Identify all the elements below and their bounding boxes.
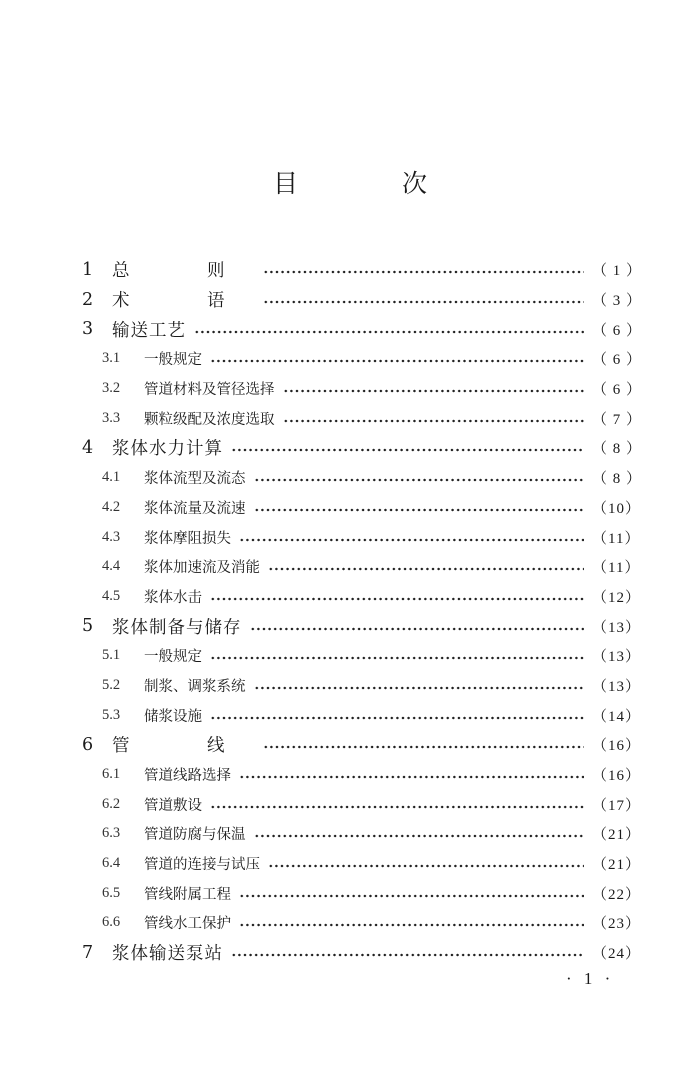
toc-section-row[interactable] — [82, 522, 640, 552]
toc-label: 管道防腐与保温 — [144, 827, 246, 844]
toc-number: 5.1 — [102, 647, 121, 664]
toc-section-row[interactable] — [82, 552, 640, 582]
page-title: 目 次 — [273, 169, 475, 198]
toc-label: 浆体水力计算 — [112, 439, 223, 460]
toc-section-row[interactable] — [82, 908, 640, 938]
toc-label: 管道线路选择 — [144, 768, 231, 785]
toc-label: 浆体流量及流速 — [144, 500, 246, 517]
toc-number: 7 — [82, 942, 94, 963]
toc-label: 管 线 — [112, 736, 255, 757]
dot-leader — [231, 447, 584, 453]
toc-section-row[interactable] — [82, 878, 640, 908]
dot-leader — [283, 418, 585, 424]
toc-label: 术 语 — [112, 291, 255, 312]
toc-number: 4 — [82, 437, 94, 458]
table-of-contents — [82, 255, 643, 968]
toc-label: 总 则 — [112, 261, 255, 282]
toc-page-number: （11） — [592, 560, 641, 577]
toc-number: 5 — [82, 616, 94, 637]
toc-number: 4.2 — [102, 498, 121, 515]
dot-leader — [268, 566, 584, 572]
toc-section-row[interactable] — [82, 671, 640, 701]
toc-page-number: （13） — [592, 649, 642, 666]
toc-label: 一般规定 — [144, 649, 202, 666]
toc-number: 6.3 — [102, 825, 121, 842]
toc-page-number: （ 1 ） — [592, 263, 643, 280]
toc-label: 管线水工保护 — [144, 916, 231, 933]
toc-number: 5.2 — [102, 676, 121, 693]
dot-leader — [239, 537, 584, 543]
toc-page-number: （ 6 ） — [592, 382, 643, 399]
toc-label: 浆体制备与储存 — [112, 617, 242, 638]
toc-section-row[interactable] — [82, 819, 640, 849]
toc-label: 管道的连接与试压 — [144, 857, 260, 874]
dot-leader — [254, 477, 585, 483]
toc-page-number: （ 6 ） — [592, 352, 643, 369]
toc-section-row[interactable] — [82, 493, 640, 523]
toc-label: 管道敷设 — [144, 797, 202, 814]
toc-number: 6.5 — [102, 884, 121, 901]
toc-section-row[interactable] — [82, 700, 640, 730]
toc-number: 6.6 — [102, 914, 121, 931]
toc-number: 6.1 — [102, 766, 121, 783]
dot-leader — [263, 299, 585, 305]
toc-number: 3 — [82, 319, 94, 340]
dot-leader — [263, 269, 585, 275]
dot-leader — [239, 893, 584, 899]
toc-chapter-row[interactable] — [82, 255, 643, 285]
dot-leader — [210, 715, 584, 721]
toc-page-number: （ 8 ） — [592, 441, 643, 458]
toc-page-number: （21） — [592, 857, 642, 874]
toc-number: 5.3 — [102, 706, 121, 723]
toc-number: 1 — [82, 259, 94, 280]
toc-number: 4.5 — [102, 587, 121, 604]
toc-page-number: （ 6 ） — [592, 322, 643, 339]
toc-label: 管道材料及管径选择 — [144, 382, 275, 399]
toc-label: 颗粒级配及浓度选取 — [144, 411, 275, 428]
toc-page-number: （ 3 ） — [592, 293, 643, 310]
dot-leader — [239, 774, 584, 780]
dot-leader — [239, 922, 584, 928]
toc-page-number: （24） — [592, 946, 642, 963]
toc-chapter-row[interactable] — [82, 285, 643, 315]
toc-page-number: （17） — [592, 797, 642, 814]
dot-leader — [250, 626, 585, 632]
toc-page-number: （16） — [592, 768, 642, 785]
toc-label: 浆体输送泵站 — [112, 944, 223, 965]
toc-page-number: （13） — [592, 678, 642, 695]
toc-label: 浆体流型及流态 — [144, 471, 246, 488]
toc-number: 2 — [82, 289, 94, 310]
footer-page-number: · 1 · — [566, 969, 615, 988]
dot-leader — [254, 507, 585, 513]
toc-section-row[interactable] — [82, 463, 643, 493]
toc-page-number: （ 7 ） — [592, 411, 643, 428]
dot-leader — [231, 952, 584, 958]
toc-section-row[interactable] — [82, 789, 640, 819]
toc-number: 3.2 — [102, 380, 121, 397]
toc-page-number: （23） — [592, 916, 642, 933]
toc-section-row[interactable] — [82, 374, 643, 404]
toc-chapter-row[interactable] — [82, 611, 640, 641]
toc-number: 6 — [82, 734, 94, 755]
dot-leader — [210, 596, 584, 602]
dot-leader — [283, 388, 585, 394]
toc-page-number: （22） — [592, 886, 642, 903]
toc-page-number: （11） — [592, 530, 641, 547]
toc-label: 浆体摩阻损失 — [144, 530, 231, 547]
toc-number: 6.2 — [102, 795, 121, 812]
toc-page-number: （12） — [592, 589, 642, 606]
toc-section-row[interactable] — [82, 582, 640, 612]
toc-section-row[interactable] — [82, 641, 640, 671]
dot-leader — [194, 329, 584, 335]
toc-label: 浆体水击 — [144, 589, 202, 606]
toc-page-number: （16） — [592, 738, 642, 755]
dot-leader — [263, 744, 585, 750]
toc-number: 4.1 — [102, 469, 121, 486]
toc-section-row[interactable] — [82, 344, 643, 374]
dot-leader — [210, 655, 584, 661]
toc-chapter-row[interactable] — [82, 730, 640, 760]
dot-leader — [210, 358, 584, 364]
toc-page-number: （ 8 ） — [592, 471, 643, 488]
toc-page-number: （13） — [592, 619, 642, 636]
toc-chapter-row[interactable] — [82, 433, 643, 463]
toc-section-row[interactable] — [82, 849, 640, 879]
toc-label: 制浆、调浆系统 — [144, 678, 246, 695]
toc-label: 储浆设施 — [144, 708, 202, 725]
toc-number: 3.1 — [102, 350, 121, 367]
dot-leader — [268, 863, 584, 869]
toc-page-number: （14） — [592, 708, 642, 725]
dot-leader — [210, 804, 584, 810]
toc-page-number: （10） — [592, 500, 642, 517]
toc-chapter-row[interactable] — [82, 314, 643, 344]
toc-label: 一般规定 — [144, 352, 202, 369]
dot-leader — [254, 833, 585, 839]
toc-label: 浆体加速流及消能 — [144, 560, 260, 577]
dot-leader — [254, 685, 585, 691]
toc-number: 3.3 — [102, 409, 121, 426]
toc-number: 4.3 — [102, 528, 121, 545]
toc-section-row[interactable] — [82, 760, 640, 790]
toc-label: 输送工艺 — [112, 320, 186, 341]
toc-number: 6.4 — [102, 855, 121, 872]
toc-section-row[interactable] — [82, 403, 643, 433]
toc-page-number: （21） — [592, 827, 642, 844]
toc-number: 4.4 — [102, 558, 121, 575]
toc-label: 管线附属工程 — [144, 886, 231, 903]
toc-chapter-row[interactable] — [82, 938, 640, 968]
